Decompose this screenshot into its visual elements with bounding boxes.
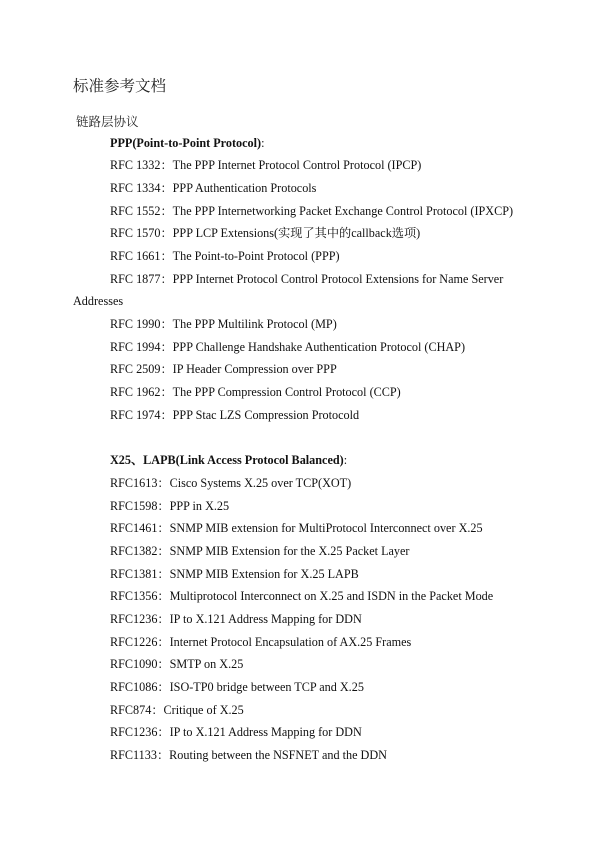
rfc-title: The PPP Multilink Protocol (MP) [172,317,337,331]
x25-heading-text: X25、LAPB(Link Access Protocol Balanced) [110,453,344,467]
rfc-number: RFC1461 [110,521,158,535]
rfc-title: The PPP Internet Protocol Control Protocol (IPCP) [172,158,422,172]
rfc-title: PPP Challenge Handshake Authentication Protocol (CHAP) [172,340,466,354]
separator: ： [156,748,170,762]
rfc-number: RFC 1332 [110,158,161,172]
rfc-number: RFC 1962 [110,385,161,399]
rfc-title: SNMP MIB Extension for X.25 LAPB [169,567,359,581]
wrapped-line-continuation: Addresses [73,294,124,308]
separator: ： [157,635,170,649]
x25-ref-row [110,590,493,602]
rfc-number: RFC 2509 [110,362,161,376]
rfc-title: IP to X.121 Address Mapping for DDN [169,612,362,626]
rfc-title: Critique of X.25 [163,703,244,717]
rfc-title: The PPP Compression Control Protocol (CCP) [172,385,401,399]
rfc-number: RFC 1877 [110,272,161,286]
page-title: 标准参考文档 [73,78,167,95]
rfc-title: Multiprotocol Interconnect on X.25 and ISDN in the Packet Mode [169,589,494,603]
x25-ref-row [110,636,411,648]
rfc-title: SMTP on X.25 [169,657,244,671]
separator: ： [157,521,170,535]
rfc-number: RFC 1990 [110,317,161,331]
rfc-number: RFC1613 [110,476,158,490]
rfc-title: PPP Stac LZS Compression Protocold [172,408,360,422]
rfc-title: SNMP MIB extension for MultiProtocol Interconnect over X.25 [169,521,483,535]
x25-ref-row [110,545,410,557]
separator: ： [157,680,170,694]
separator: ： [160,158,173,172]
rfc-title: PPP Internet Protocol Control Protocol Extensions for Name Server [172,272,504,286]
x25-ref-row [110,568,359,580]
x25-ref-row [110,658,243,670]
x25-ref-row [110,681,364,693]
ppp-ref-row [110,227,420,239]
rfc-number: RFC1090 [110,657,158,671]
rfc-title: PPP Authentication Protocols [172,181,317,195]
ppp-ref-row [110,341,465,353]
ppp-ref-row [110,363,337,375]
rfc-number: RFC1133 [110,748,157,762]
rfc-number: RFC1382 [110,544,158,558]
rfc-number: RFC 1570 [110,226,161,240]
rfc-number: RFC1226 [110,635,158,649]
rfc-number: RFC 1334 [110,181,161,195]
ppp-ref-row [110,182,316,194]
x25-ref-row [110,613,362,625]
rfc-title: ISO-TP0 bridge between TCP and X.25 [169,680,364,694]
x25-section-heading [110,454,347,466]
x25-ref-row [110,749,387,761]
separator: ： [151,703,164,717]
separator: ： [157,476,170,490]
separator: ： [160,317,173,331]
rfc-number: RFC 1552 [110,204,161,218]
rfc-title: Routing between the NSFNET and the DDN [169,748,387,762]
separator: ： [160,408,173,422]
rfc-title: PPP LCP Extensions(实现了其中的callback选项) [172,226,421,240]
ppp-ref-row [110,250,340,262]
ppp-ref-row [110,205,513,217]
rfc-title: PPP in X.25 [169,499,230,513]
rfc-number: RFC 1994 [110,340,161,354]
separator: ： [157,499,170,513]
rfc-title: SNMP MIB Extension for the X.25 Packet Layer [169,544,410,558]
ppp-ref-row [110,273,503,285]
separator: ： [160,385,173,399]
x25-ref-row [110,522,483,534]
rfc-number: RFC1598 [110,499,158,513]
rfc-number: RFC1356 [110,589,158,603]
rfc-number: RFC874 [110,703,152,717]
ppp-ref-row [110,386,401,398]
separator: ： [160,272,173,286]
rfc-number: RFC 1974 [110,408,161,422]
separator: ： [160,226,173,240]
x25-ref-row [110,500,229,512]
ppp-heading-colon: : [261,136,265,150]
ppp-heading-text: PPP(Point-to-Point Protocol) [110,136,262,150]
x25-ref-row [110,477,351,489]
separator: ： [160,204,173,218]
rfc-title: The Point-to-Point Protocol (PPP) [172,249,340,263]
separator: ： [157,725,170,739]
separator: ： [160,340,173,354]
rfc-title: IP Header Compression over PPP [172,362,337,376]
rfc-number: RFC1236 [110,612,158,626]
separator: ： [160,362,173,376]
rfc-title: Cisco Systems X.25 over TCP(XOT) [169,476,352,490]
rfc-number: RFC1236 [110,725,158,739]
x25-ref-row [110,726,362,738]
separator: ： [157,589,170,603]
separator: ： [160,249,173,263]
section-subtitle: 链路层协议 [76,115,139,129]
ppp-ref-row [110,318,337,330]
rfc-number: RFC1381 [110,567,158,581]
ppp-ref-row [110,159,421,171]
separator: ： [160,181,173,195]
rfc-title: The PPP Internetworking Packet Exchange Control Protocol (IPXCP) [172,204,514,218]
ppp-ref-row [110,409,359,421]
separator: ： [157,612,170,626]
separator: ： [157,657,170,671]
rfc-number: RFC 1661 [110,249,161,263]
rfc-title: Internet Protocol Encapsulation of AX.25 Frames [169,635,412,649]
separator: ： [157,544,170,558]
separator: ： [157,567,170,581]
rfc-number: RFC1086 [110,680,158,694]
ppp-section-heading [110,137,264,149]
rfc-title: IP to X.121 Address Mapping for DDN [169,725,362,739]
x25-ref-row [110,704,244,716]
x25-heading-colon: : [343,453,348,467]
